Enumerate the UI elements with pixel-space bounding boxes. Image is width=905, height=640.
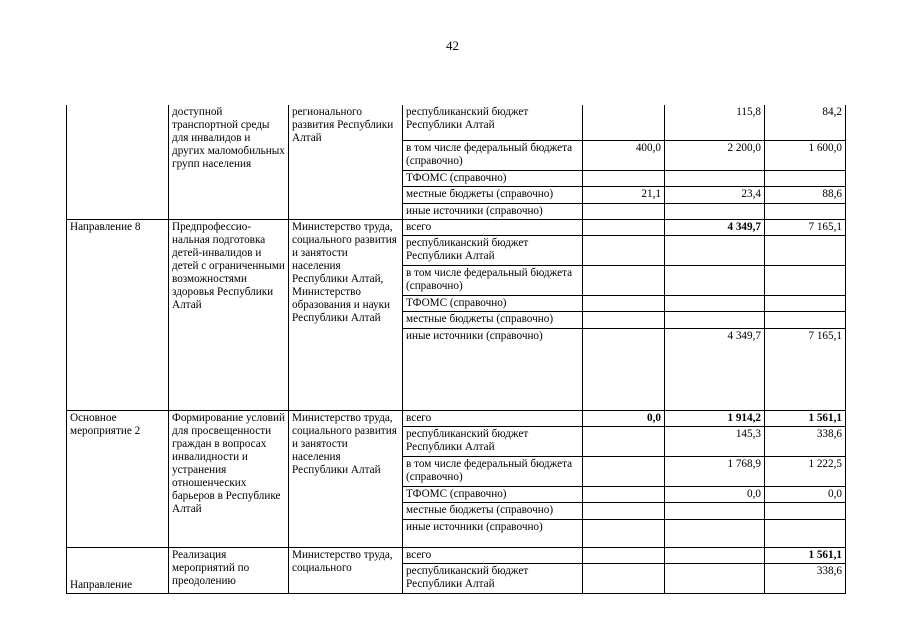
value-cell-1: 21,1 bbox=[583, 186, 665, 203]
value-cell-2: 145,3 bbox=[665, 426, 765, 456]
value-cell-2 bbox=[665, 295, 765, 311]
value-cell-3: 7 165,1 bbox=[765, 328, 846, 410]
source-cell: иные источники (справочно) bbox=[403, 519, 583, 547]
source-cell: в том числе федеральный бюджета (справочно) bbox=[403, 456, 583, 486]
block-name: доступной транспортной среды для инвалидов и других маломобильных групп населения bbox=[169, 105, 289, 219]
block-label: Направление bbox=[67, 547, 169, 593]
value-cell-3: 88,6 bbox=[765, 186, 846, 203]
value-cell-1 bbox=[583, 426, 665, 456]
value-cell-3 bbox=[765, 265, 846, 295]
block-name: Предпрофессио- нальная подготовка детей-инвалидов и детей с ограниченными возможностями здоровья Республики Алтай bbox=[169, 219, 289, 410]
value-cell-2: 1 768,9 bbox=[665, 456, 765, 486]
value-cell-2: 115,8 bbox=[665, 105, 765, 140]
value-cell-2 bbox=[665, 170, 765, 186]
value-cell-1 bbox=[583, 295, 665, 311]
source-cell: республиканский бюджет Республики Алтай bbox=[403, 105, 583, 140]
value-cell-2 bbox=[665, 502, 765, 519]
source-cell: ТФОМС (справочно) bbox=[403, 295, 583, 311]
source-cell: республиканский бюджет Республики Алтай bbox=[403, 426, 583, 456]
value-cell-3 bbox=[765, 502, 846, 519]
value-cell-3 bbox=[765, 235, 846, 265]
value-cell-1 bbox=[583, 219, 665, 235]
value-cell-1 bbox=[583, 563, 665, 593]
value-cell-2 bbox=[665, 235, 765, 265]
value-cell-1 bbox=[583, 486, 665, 502]
value-cell-1 bbox=[583, 502, 665, 519]
value-cell-3: 1 561,1 bbox=[765, 547, 846, 563]
block-label bbox=[67, 105, 169, 219]
block-executor: Министерство труда, социального bbox=[289, 547, 403, 593]
source-cell: ТФОМС (справочно) bbox=[403, 170, 583, 186]
source-cell: местные бюджеты (справочно) bbox=[403, 502, 583, 519]
value-cell-1 bbox=[583, 235, 665, 265]
source-cell: республиканский бюджет Республики Алтай bbox=[403, 235, 583, 265]
value-cell-2 bbox=[665, 563, 765, 593]
value-cell-3: 7 165,1 bbox=[765, 219, 846, 235]
value-cell-1: 400,0 bbox=[583, 140, 665, 170]
value-cell-1 bbox=[583, 105, 665, 140]
value-cell-1 bbox=[583, 456, 665, 486]
source-cell: всего bbox=[403, 410, 583, 426]
value-cell-2: 4 349,7 bbox=[665, 219, 765, 235]
value-cell-3 bbox=[765, 311, 846, 328]
source-cell: местные бюджеты (справочно) bbox=[403, 311, 583, 328]
value-cell-1 bbox=[583, 547, 665, 563]
value-cell-2 bbox=[665, 203, 765, 219]
source-cell: местные бюджеты (справочно) bbox=[403, 186, 583, 203]
value-cell-1 bbox=[583, 170, 665, 186]
value-cell-3 bbox=[765, 170, 846, 186]
value-cell-3: 1 222,5 bbox=[765, 456, 846, 486]
block-label: Основное мероприятие 2 bbox=[67, 410, 169, 547]
source-cell: всего bbox=[403, 219, 583, 235]
value-cell-2: 23,4 bbox=[665, 186, 765, 203]
block-executor: регионального развития Республики Алтай bbox=[289, 105, 403, 219]
source-cell: в том числе федеральный бюджета (справочно) bbox=[403, 265, 583, 295]
value-cell-1 bbox=[583, 519, 665, 547]
value-cell-1 bbox=[583, 328, 665, 410]
value-cell-3: 0,0 bbox=[765, 486, 846, 502]
source-cell: в том числе федеральный бюджета (справочно) bbox=[403, 140, 583, 170]
value-cell-3: 338,6 bbox=[765, 563, 846, 593]
value-cell-2 bbox=[665, 265, 765, 295]
block-label: Направление 8 bbox=[67, 219, 169, 410]
value-cell-2 bbox=[665, 547, 765, 563]
value-cell-1 bbox=[583, 265, 665, 295]
value-cell-3 bbox=[765, 203, 846, 219]
block-executor: Министерство труда, социального развития и занятости населения Республики Алтай, Министерство образования и науки Республики Алтай bbox=[289, 219, 403, 410]
block-executor: Министерство труда, социального развития и занятости населения Республики Алтай bbox=[289, 410, 403, 547]
value-cell-2: 1 914,2 bbox=[665, 410, 765, 426]
value-cell-2 bbox=[665, 519, 765, 547]
value-cell-3: 338,6 bbox=[765, 426, 846, 456]
page-number: 42 bbox=[446, 38, 459, 53]
value-cell-3 bbox=[765, 295, 846, 311]
value-cell-1 bbox=[583, 311, 665, 328]
source-cell: республиканский бюджет Республики Алтай bbox=[403, 563, 583, 593]
budget-table bbox=[66, 105, 846, 594]
value-cell-1 bbox=[583, 203, 665, 219]
value-cell-3 bbox=[765, 519, 846, 547]
source-cell: ТФОМС (справочно) bbox=[403, 486, 583, 502]
value-cell-3: 1 561,1 bbox=[765, 410, 846, 426]
block-name: Реализация мероприятий по преодолению bbox=[169, 547, 289, 593]
value-cell-3: 1 600,0 bbox=[765, 140, 846, 170]
value-cell-1: 0,0 bbox=[583, 410, 665, 426]
value-cell-3: 84,2 bbox=[765, 105, 846, 140]
value-cell-2: 4 349,7 bbox=[665, 328, 765, 410]
source-cell: всего bbox=[403, 547, 583, 563]
block-name: Формирование условий для просвещенности граждан в вопросах инвалидности и устранения отношенческих барьеров в Республике Алтай bbox=[169, 410, 289, 547]
source-cell: иные источники (справочно) bbox=[403, 328, 583, 410]
value-cell-2 bbox=[665, 311, 765, 328]
source-cell: иные источники (справочно) bbox=[403, 203, 583, 219]
value-cell-2: 2 200,0 bbox=[665, 140, 765, 170]
value-cell-2: 0,0 bbox=[665, 486, 765, 502]
